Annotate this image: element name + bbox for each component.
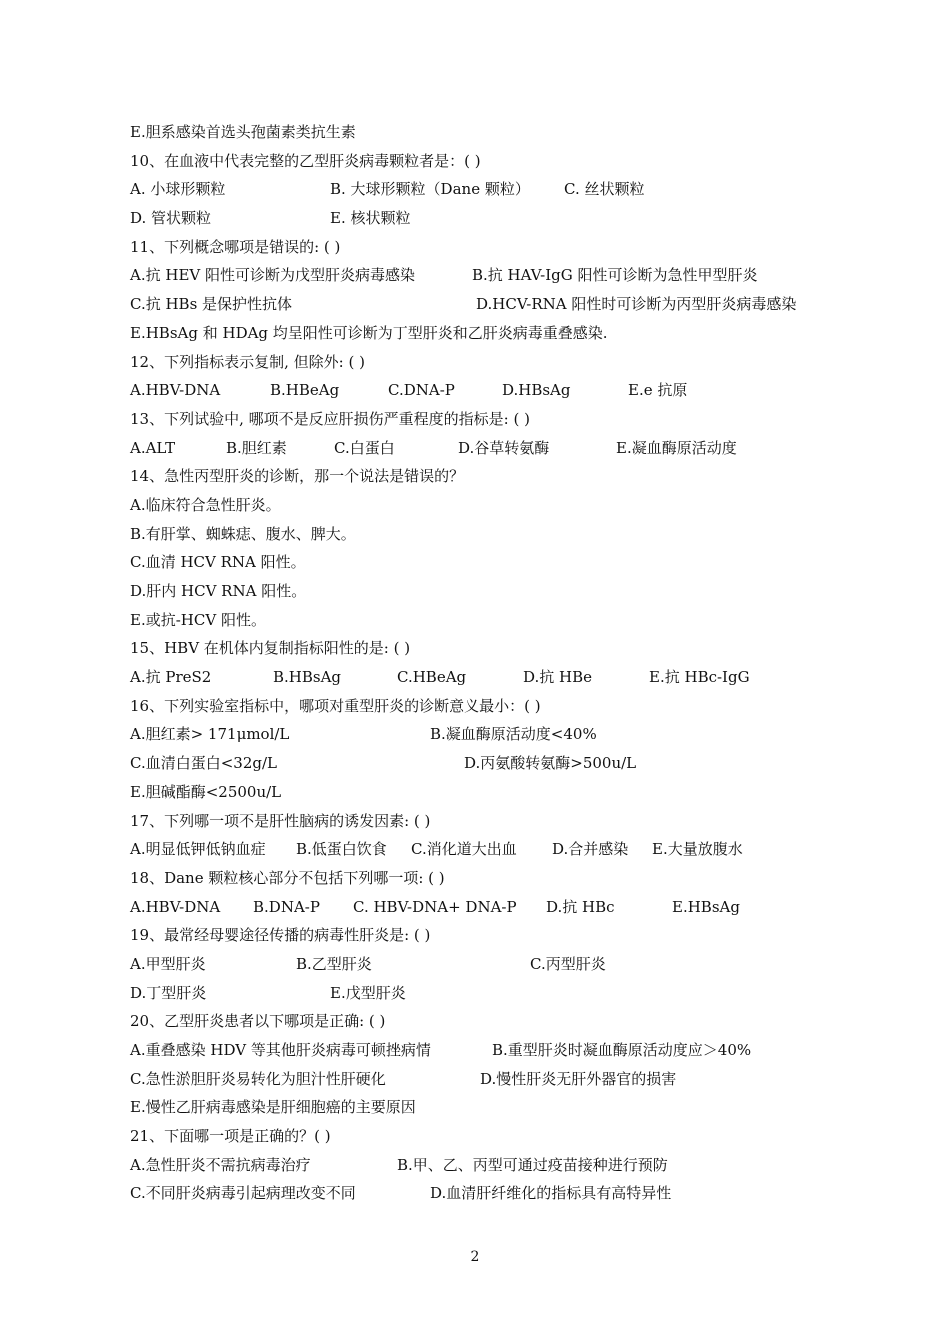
line-text: E.胆碱酯酶<2500u/L	[130, 782, 282, 801]
option-text: A.抗 PreS2	[130, 668, 212, 687]
text-line	[130, 1007, 870, 1036]
text-line	[130, 1151, 870, 1180]
option-text: D.抗 HBe	[523, 668, 593, 687]
text-line	[130, 1179, 870, 1208]
line-text: 13、下列试验中, 哪项不是反应肝损伤严重程度的指标是: ( )	[130, 409, 530, 428]
option-text: A.抗 HEV 阳性可诊断为戊型肝炎病毒感染	[130, 266, 416, 285]
line-text: 10、在血液中代表完整的乙型肝炎病毒颗粒者是：( )	[130, 151, 481, 170]
text-line	[130, 778, 870, 807]
text-line	[130, 175, 870, 204]
line-text: C.血清 HCV RNA 阳性。	[130, 553, 306, 572]
option-text: C.血清白蛋白<32g/L	[130, 754, 277, 773]
text-line	[130, 577, 870, 606]
line-text: E.慢性乙肝病毒感染是肝细胞癌的主要原因	[130, 1098, 416, 1117]
option-text: B.凝血酶原活动度<40%	[430, 725, 597, 744]
option-text: C.不同肝炎病毒引起病理改变不同	[130, 1184, 356, 1203]
option-text: D.丙氨酸转氨酶>500u/L	[464, 754, 637, 773]
text-line	[130, 950, 870, 979]
text-line	[130, 548, 870, 577]
line-text: E.HBsAg 和 HDAg 均呈阳性可诊断为丁型肝炎和乙肝炎病毒重叠感染.	[130, 323, 608, 342]
line-text: 14、急性丙型肝炎的诊断，那一个说法是错误的？	[130, 467, 465, 486]
option-text: A.甲型肝炎	[130, 954, 206, 973]
option-text: E.抗 HBc-IgG	[649, 668, 750, 687]
page-number: 2	[470, 1249, 480, 1265]
option-text: E.凝血酶原活动度	[616, 438, 737, 457]
option-text: D.HBsAg	[502, 381, 571, 400]
text-line	[130, 147, 870, 176]
option-text: B. 大球形颗粒（Dane 颗粒）	[330, 180, 530, 199]
option-text: C.抗 HBs 是保护性抗体	[130, 295, 293, 314]
option-text: E. 核状颗粒	[330, 209, 411, 228]
text-line	[130, 749, 870, 778]
document-body	[130, 118, 870, 1208]
option-text: A.ALT	[130, 438, 176, 457]
text-line	[130, 462, 870, 491]
line-text: 16、下列实验室指标中，哪项对重型肝炎的诊断意义最小：( )	[130, 696, 541, 715]
option-text: B.低蛋白饮食	[296, 840, 387, 859]
text-line	[130, 720, 870, 749]
option-text: C. 丝状颗粒	[564, 180, 645, 199]
text-line	[130, 405, 870, 434]
text-line	[130, 261, 870, 290]
option-text: C.消化道大出血	[411, 840, 517, 859]
text-line	[130, 376, 870, 405]
option-text: E.大量放腹水	[652, 840, 743, 859]
text-line	[130, 319, 870, 348]
text-line	[130, 1093, 870, 1122]
option-text: B.乙型肝炎	[296, 954, 372, 973]
option-text: E.戊型肝炎	[330, 983, 406, 1002]
option-text: A.胆红素> 171μmol/L	[130, 725, 290, 744]
option-text: D.丁型肝炎	[130, 983, 207, 1002]
option-text: C. HBV-DNA+ DNA-P	[353, 897, 517, 916]
line-text: E.或抗-HCV 阳性。	[130, 610, 266, 629]
text-line	[130, 921, 870, 950]
line-text: 12、下列指标表示复制, 但除外: ( )	[130, 352, 365, 371]
option-text: B.甲、乙、丙型可通过疫苗接种进行预防	[397, 1155, 668, 1174]
text-line	[130, 290, 870, 319]
text-line	[130, 1065, 870, 1094]
option-text: D.合并感染	[552, 840, 629, 859]
line-text: 15、HBV 在机体内复制指标阳性的是: ( )	[130, 639, 411, 658]
line-text: 21、下面哪一项是正确的？( )	[130, 1127, 331, 1146]
option-text: D.慢性肝炎无肝外器官的损害	[480, 1069, 677, 1088]
option-text: A.明显低钾低钠血症	[130, 840, 266, 859]
option-text: E.HBsAg	[672, 897, 740, 916]
text-line	[130, 204, 870, 233]
option-text: A.HBV-DNA	[130, 381, 221, 400]
text-line	[130, 1036, 870, 1065]
option-text: A. 小球形颗粒	[130, 180, 226, 199]
option-text: C.DNA-P	[388, 381, 455, 400]
line-text: B.有肝掌、蜘蛛痣、腹水、脾大。	[130, 524, 356, 543]
line-text: 20、乙型肝炎患者以下哪项是正确: ( )	[130, 1012, 386, 1031]
text-line	[130, 663, 870, 692]
option-text: B.HBeAg	[270, 381, 340, 400]
option-text: C.HBeAg	[397, 668, 467, 687]
text-line	[130, 233, 870, 262]
text-line	[130, 835, 870, 864]
option-text: B.HBsAg	[273, 668, 342, 687]
text-line	[130, 807, 870, 836]
text-line	[130, 864, 870, 893]
line-text: 18、Dane 颗粒核心部分不包括下列哪一项: ( )	[130, 868, 445, 887]
text-line	[130, 434, 870, 463]
option-text: C.白蛋白	[334, 438, 395, 457]
option-text: D.HCV-RNA 阳性时可诊断为丙型肝炎病毒感染	[476, 295, 797, 314]
option-text: B.重型肝炎时凝血酶原活动度应＞40%	[492, 1041, 752, 1059]
option-text: D.谷草转氨酶	[458, 438, 550, 457]
text-line	[130, 606, 870, 635]
text-line	[130, 692, 870, 721]
line-text: 17、下列哪一项不是肝性脑病的诱发因素: ( )	[130, 811, 431, 830]
text-line	[130, 520, 870, 549]
text-line	[130, 634, 870, 663]
option-text: C.丙型肝炎	[530, 954, 606, 973]
option-text: B.DNA-P	[253, 897, 320, 916]
text-line	[130, 893, 870, 922]
option-text: E.e 抗原	[628, 381, 688, 400]
option-text: D.血清肝纤维化的指标具有高特异性	[430, 1184, 672, 1203]
text-line	[130, 118, 870, 147]
line-text: 19、最常经母婴途径传播的病毒性肝炎是: ( )	[130, 926, 431, 945]
text-line	[130, 1122, 870, 1151]
option-text: B.胆红素	[226, 438, 287, 457]
line-text: E.胆系感染首选头孢菌素类抗生素	[130, 123, 356, 141]
line-text: A.临床符合急性肝炎。	[130, 495, 281, 514]
text-line	[130, 979, 870, 1008]
option-text: A.HBV-DNA	[130, 897, 221, 916]
option-text: B.抗 HAV-IgG 阳性可诊断为急性甲型肝炎	[472, 266, 758, 285]
text-line	[130, 491, 870, 520]
line-text: D.肝内 HCV RNA 阳性。	[130, 582, 307, 600]
option-text: D.抗 HBc	[546, 897, 615, 916]
option-text: D. 管状颗粒	[130, 209, 212, 228]
option-text: A.急性肝炎不需抗病毒治疗	[130, 1155, 311, 1174]
text-line	[130, 348, 870, 377]
option-text: A.重叠感染 HDV 等其他肝炎病毒可顿挫病情	[130, 1041, 431, 1059]
option-text: C.急性淤胆肝炎易转化为胆汁性肝硬化	[130, 1069, 386, 1088]
line-text: 11、下列概念哪项是错误的: ( )	[130, 237, 341, 256]
